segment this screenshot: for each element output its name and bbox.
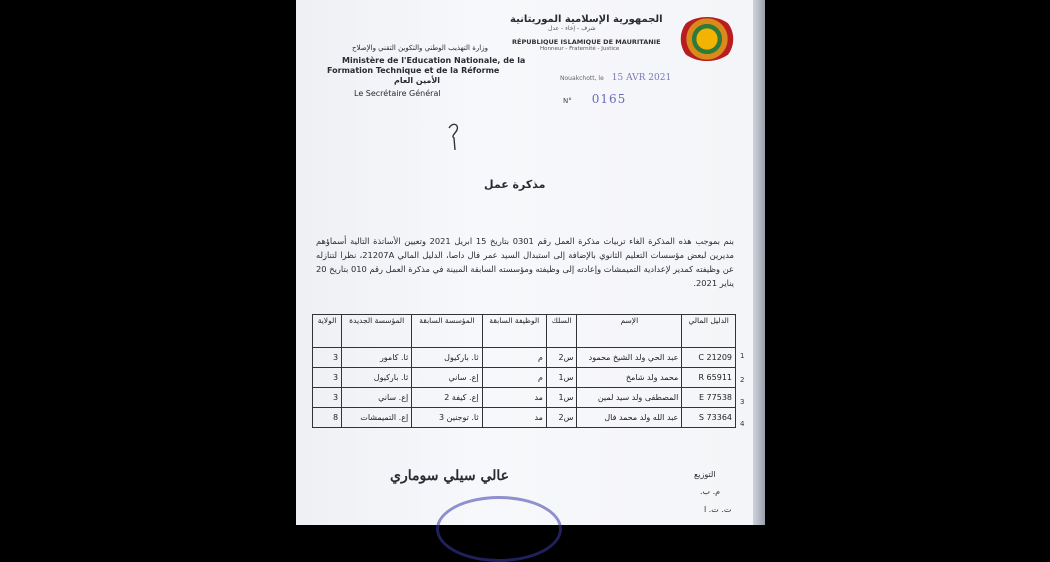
col-wilaya: الولاية [313,315,342,348]
cell-corps: س1 [546,388,576,408]
table-row [313,348,736,368]
cell-name: عبد الله ولد محمد فال [577,408,682,428]
distribution-label: التوزيع [694,470,716,479]
signatory-name: عالي سيلي سوماري [390,468,510,484]
page-edge [753,0,765,525]
distribution-item: ت. ت. ا [704,505,732,514]
secretary-arabic: الأمين العام [394,76,441,85]
cell-prev-job: م [482,348,546,368]
cell-wilaya: 3 [313,348,342,368]
official-stamp-icon [436,496,562,562]
cell-corps: س2 [546,408,576,428]
assignments-table [312,314,736,428]
col-corps: السلك [546,315,576,348]
cell-prev-inst: ثا. توجنين 3 [412,408,482,428]
col-previous-institution: المؤسسة السابقة [412,315,482,348]
row-number: 1 [740,352,745,360]
cell-name: عبد الحي ولد الشيخ محمود [577,348,682,368]
row-number: 2 [740,376,745,384]
ministry-french-line2: Formation Technique et de la Réforme [327,66,500,75]
col-new-institution: المؤسسة الجديدة [342,315,412,348]
cell-wilaya: 3 [313,368,342,388]
cell-new-inst: إع. التميمشات [342,408,412,428]
cell-name: محمد ولد شامخ [577,368,682,388]
date-line [560,73,671,83]
cell-prev-job: م [482,368,546,388]
header-arabic-motto: شرف - إخاء - عدل [548,25,596,32]
col-financial-id: الدليل المالي [682,315,736,348]
table-header-row [313,315,736,348]
memo-title: مذكرة عمل [484,178,546,191]
cell-new-inst: ثا. باركيول [342,368,412,388]
cell-id: 21209 C [682,348,736,368]
cell-wilaya: 8 [313,408,342,428]
header-french-motto: Honneur - Fraternité - Justice [540,46,620,52]
cell-prev-inst: إع. كيفة 2 [412,388,482,408]
cell-id: 65911 R [682,368,736,388]
date-value: 15 AVR 2021 [611,73,672,83]
row-number: 4 [740,420,745,428]
cell-prev-job: مد [482,388,546,408]
col-previous-job: الوظيفة السابقة [482,315,546,348]
national-seal-icon [677,17,737,61]
secretary-french: Le Secrétaire Général [354,89,441,98]
col-name: الإسم [577,315,682,348]
distribution-item: م. ب. [700,487,721,496]
table-row [313,408,736,428]
number-value: 0165 [591,92,627,106]
cell-name: المصطفى ولد سيد لمين [577,388,682,408]
memo-body: بنم بموجب هذه المذكرة الغاء تربيات مذكرة العمل رقم 0301 بتاريخ 15 ابريل 2021 وتعيين الأساتذة التالية أسماؤهم مديرين لبعض مؤسسات التعليم الثانوي بالإضافة إلى استبدال السيد عمر فال داصا، الدليل المالي 21207A، نظرا لتنازله عن وظيفته كمدير لإعدادية التميمشات وإعادته إلى وظيفته ومؤسسته السابقة المبينة في مذكرة العمل رقم 010 بتاريخ 20 يناير 2021. [316,236,734,288]
date-label: Nouakchott, le [560,75,604,82]
handwritten-initial-icon [445,118,467,152]
cell-wilaya: 3 [313,388,342,408]
cell-corps: س2 [546,348,576,368]
table-row [313,368,736,388]
number-label: N° [563,97,572,105]
table-row [313,388,736,408]
row-number: 3 [740,398,745,406]
cell-corps: س1 [546,368,576,388]
cell-prev-job: مد [482,408,546,428]
header-french-state: RÉPUBLIQUE ISLAMIQUE DE MAURITANIE [512,38,661,46]
cell-new-inst: إع. ساني [342,388,412,408]
cell-id: 77538 E [682,388,736,408]
ministry-arabic: وزارة التهذيب الوطني والتكوين التقني والإصلاح [352,44,488,52]
cell-id: 73364 S [682,408,736,428]
cell-prev-inst: إع. ساني [412,368,482,388]
cell-new-inst: ثا. كامور [342,348,412,368]
cell-prev-inst: ثا. باركيول [412,348,482,368]
ministry-french-line1: Ministère de l'Education Nationale, de la [342,56,526,65]
number-line [563,92,626,106]
header-arabic-state: الجمهورية الإسلامية الموريتانية [510,14,663,25]
